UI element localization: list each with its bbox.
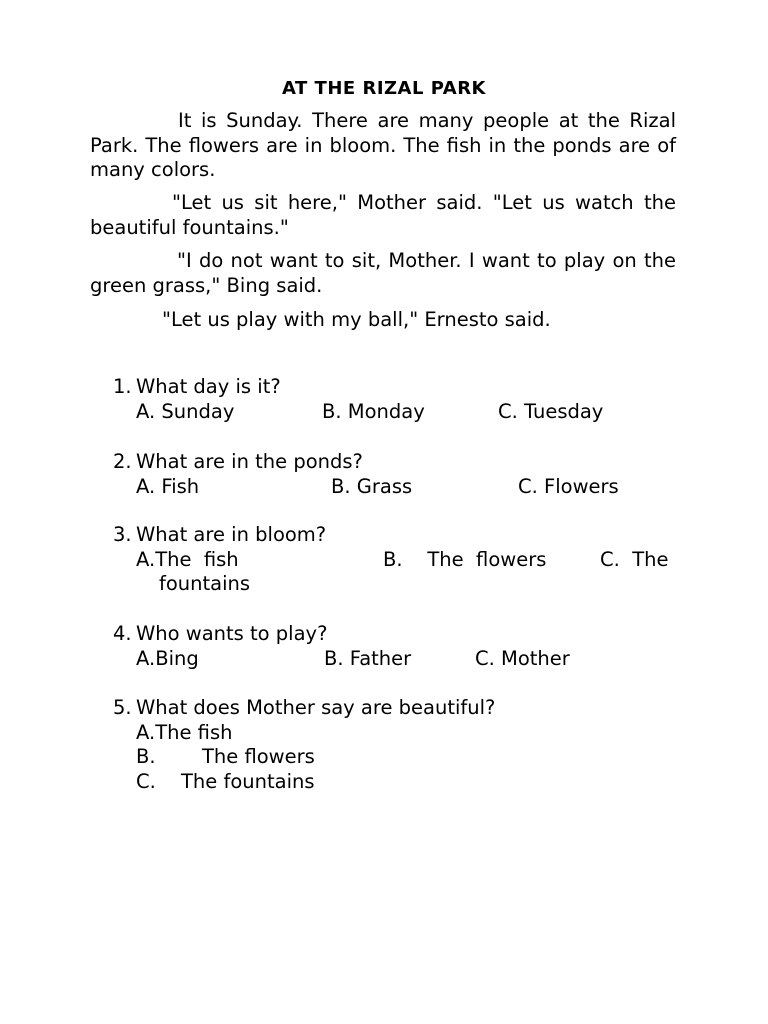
option-c: C. Flowers (518, 474, 619, 498)
question-number: 1. (113, 375, 132, 398)
option-a: A. Fish (136, 474, 200, 498)
option-c-continued: fountains (159, 572, 251, 595)
option-a: A.Bing (136, 646, 199, 670)
story-paragraph-1: It is Sunday. There are many people at the Rizal Park. The flowers are in bloom. The fish in the ponds are of many colors. (90, 109, 676, 181)
story-paragraph-4: "Let us play with my ball," Ernesto said. (162, 308, 551, 331)
option-c: C. Tuesday (498, 399, 604, 423)
option-b-letter: B. (136, 745, 156, 768)
story-paragraph-3: "I do not want to sit, Mother. I want to play on the green grass," Bing said. (90, 249, 676, 297)
option-b: B. Father (324, 646, 412, 670)
option-a: A. Sunday (136, 399, 235, 423)
question-number: 2. (113, 450, 132, 473)
option-b: B. The flowers (383, 547, 547, 571)
option-c: C. Mother (475, 646, 570, 670)
page-title: AT THE RIZAL PARK (281, 78, 487, 99)
question-text: What day is it? (136, 375, 281, 398)
option-b: B. Grass (331, 474, 413, 498)
question-number: 5. (113, 696, 132, 719)
question-text: What does Mother say are beautiful? (136, 696, 496, 719)
option-c: C. The (600, 547, 669, 571)
option-b-text: The flowers (202, 745, 315, 768)
option-c-text: The fountains (181, 769, 315, 793)
question-number: 4. (113, 622, 132, 645)
question-text: What are in bloom? (136, 523, 327, 546)
option-b: B. Monday (322, 399, 425, 423)
option-a: A.The fish (136, 547, 239, 571)
question-text: Who wants to play? (136, 622, 328, 645)
option-a: A.The fish (136, 720, 233, 744)
story-paragraph-2: "Let us sit here," Mother said. "Let us watch the beautiful fountains." (90, 191, 676, 239)
question-number: 3. (113, 523, 132, 546)
question-text: What are in the ponds? (136, 450, 363, 473)
option-c-letter: C. (136, 769, 156, 793)
